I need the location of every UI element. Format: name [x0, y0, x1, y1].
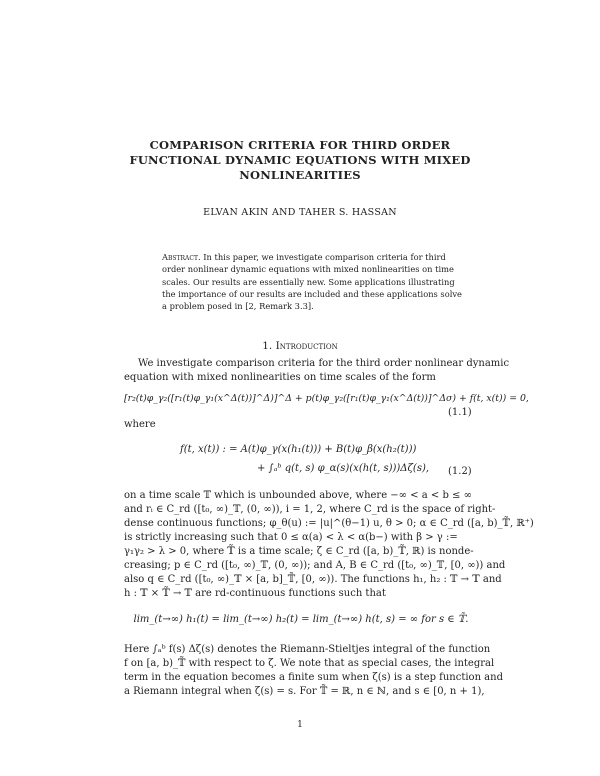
abstract-line-4: the importance of our results are included and these applications solve [162, 288, 462, 299]
page-number: 1 [297, 720, 303, 730]
where-label: where [124, 419, 156, 430]
section-title: Introduction [275, 340, 338, 352]
title-line-2: FUNCTIONAL DYNAMIC EQUATIONS WITH MIXED [129, 153, 471, 167]
body-line-6: creasing; p ∈ C_rd ([t₀, ∞)_𝕋, (0, ∞)); and A, B ∈ C_rd ([t₀, ∞)_𝕋, [0, ∞)) and [124, 560, 506, 571]
body-line-1: on a time scale 𝕋 which is unbounded above, where −∞ < a < b ≤ ∞ [124, 490, 472, 501]
intro-paragraph [124, 357, 510, 385]
title-line-1: COMPARISON CRITERIA FOR THIRD ORDER [149, 138, 451, 152]
title-line-3: NONLINEARITIES [239, 168, 361, 182]
abstract-line-3: scales. Our results are essentially new. Some applications illustrating [162, 276, 455, 287]
intro-line-1: We investigate comparison criteria for the third order nonlinear dynamic [138, 358, 510, 369]
equation-1-number: (1.1) [448, 407, 472, 418]
body-line-3: dense continuous functions; φ_θ(u) := |u|^(θ−1) u, θ > 0; α ∈ C_rd ([a, b)_𝕋̃, ℝ⁺) [124, 518, 534, 529]
closing-line-2: f on [a, b)_𝕋̃ with respect to ζ. We note that as special cases, the integral [124, 658, 495, 669]
body-line-2: and rᵢ ∈ C_rd ([t₀, ∞)_𝕋, (0, ∞)), i = 1, 2, where C_rd is the space of right- [124, 504, 496, 515]
closing-line-1: Here ∫ₐᵇ f(s) Δζ(s) denotes the Riemann-Stieltjes integral of the function [124, 644, 491, 655]
abstract-line-5: a problem posed in [2, Remark 3.3]. [162, 301, 314, 312]
definitions-paragraph [124, 489, 534, 601]
closing-line-3: term in the equation becomes a finite sum when ζ(s) is a step function and [124, 672, 503, 683]
body-line-5: γ₁γ₂ > λ > 0, where 𝕋̃ is a time scale; ζ ∈ C_rd ([a, b)_𝕋̃, ℝ) is nonde- [124, 546, 474, 557]
body-line-4: is strictly increasing such that 0 ≤ α(a) < λ < α(b−) with β > γ := [124, 532, 458, 543]
section-number: 1. [262, 340, 273, 352]
abstract-line-2: order nonlinear dynamic equations with mixed nonlinearities on time [162, 264, 454, 275]
equation-2-line-2-text: + ∫ₐᵇ q(t, s) φ_α(s)(x(h(t, s)))Δζ(s), [257, 463, 430, 474]
abstract [162, 251, 462, 312]
paper-title [100, 138, 500, 183]
equation-2-line-2 [257, 463, 429, 474]
equation-2-line-1: f(t, x(t)) : = A(t)φ_γ(x(h₁(t))) + B(t)φ_β(x(h₂(t))) [180, 444, 417, 455]
equation-1: [r₂(t)φ_γ₂([r₁(t)φ_γ₁(x^Δ(t))]^Δ)]^Δ + p(t)φ_γ₂([r₁(t)φ_γ₁(x^Δ(t))]^Δσ) + f(t, x(t)) = 0, [124, 393, 529, 404]
body-line-7: also q ∈ C_rd ([t₀, ∞)_𝕋 × [a, b]_𝕋̃, [0, ∞)). The functions h₁, h₂ : 𝕋 → 𝕋 and [124, 574, 502, 585]
equation-2-number: (1.2) [448, 466, 472, 477]
authors: ELVAN AKIN AND TAHER S. HASSAN [203, 207, 397, 218]
abstract-line-1: In this paper, we investigate comparison criteria for third [203, 252, 446, 262]
closing-line-4: a Riemann integral when ζ(s) = s. For 𝕋̃ = ℝ, n ∈ ℕ, and s ∈ [0, n + 1), [124, 686, 485, 697]
intro-line-2: equation with mixed nonlinearities on time scales of the form [124, 372, 436, 383]
abstract-label: Abstract. [162, 252, 201, 262]
limit-equation: lim_(t→∞) h₁(t) = lim_(t→∞) h₂(t) = lim_(t→∞) h(t, s) = ∞ for s ∈ 𝕋̃. [133, 614, 469, 625]
closing-paragraph [124, 643, 503, 699]
body-line-8: h : 𝕋 × 𝕋̃ → 𝕋 are rd-continuous functions such that [124, 588, 386, 599]
section-heading [0, 340, 600, 352]
